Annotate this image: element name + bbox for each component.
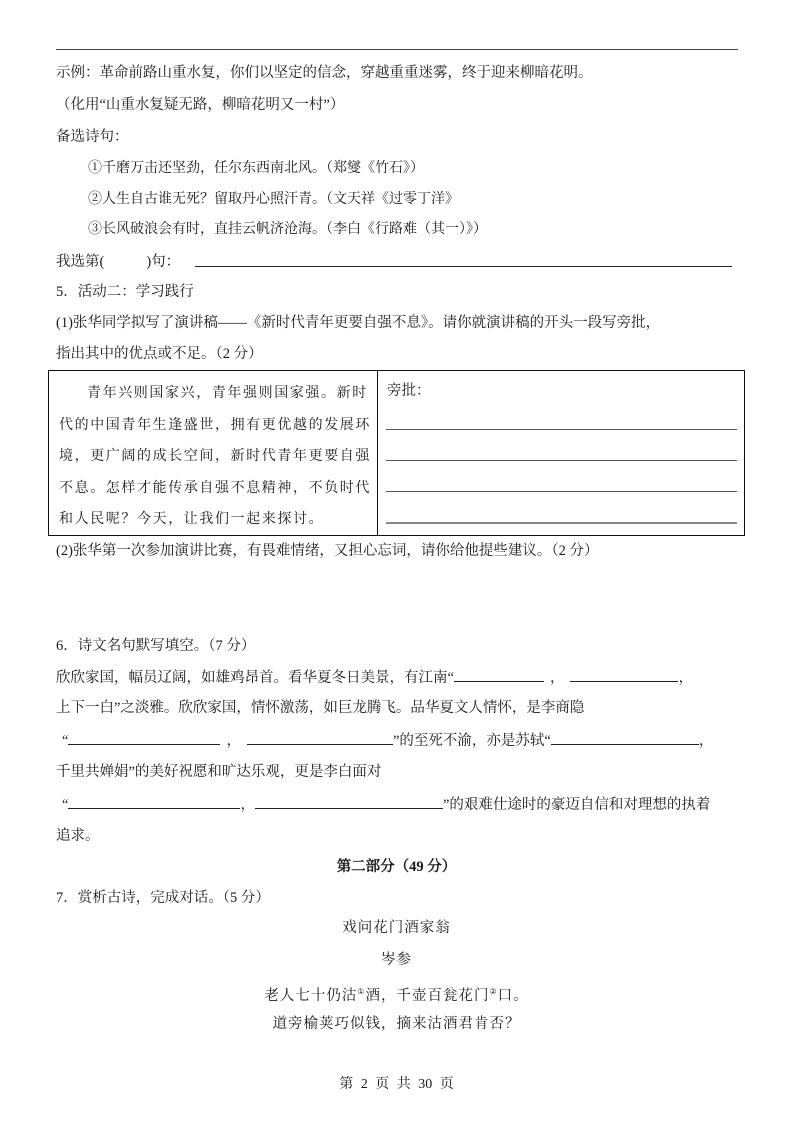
- header-rule: [56, 49, 738, 50]
- q6-comma: ，: [549, 670, 565, 686]
- annotation-answer-line[interactable]: [386, 429, 737, 430]
- q6-line-5: [56, 794, 710, 815]
- poem-option-2: ②人生自古谁无死？留取丹心照汗青。（文天祥《过零丁洋》: [88, 191, 459, 207]
- poem-option-3: ③长风破浪会有时，直挂云帆济沧海。（李白《行路难（其一）》）: [88, 221, 487, 237]
- fill-blank-4[interactable]: [247, 730, 393, 745]
- q5-part1-prompt-line1: (1)张华同学拟写了演讲稿——《新时代青年更要自强不息》。请你就演讲稿的开头一段写旁批，: [56, 315, 661, 331]
- fill-blank-3[interactable]: [68, 730, 220, 745]
- q6-open-quote: “: [62, 733, 69, 749]
- q6-text: ”的至死不渝，亦是苏轼“: [392, 733, 551, 749]
- poem-line-2: 道旁榆荚巧似钱，摘来沽酒君肯否？: [272, 1016, 521, 1032]
- q6-text: ”的艰难仕途时的豪迈自信和对理想的执着: [442, 797, 711, 813]
- choice-prefix: 我选第(: [56, 254, 105, 270]
- q7-title: 7．赏析古诗，完成对话。（5 分）: [56, 890, 270, 906]
- speech-line: 和人民呢？今天，让我们一起来探讨。: [59, 511, 325, 527]
- table-divider: [377, 371, 378, 535]
- example-note: （化用“山重水复疑无路，柳暗花明又一村”）: [56, 97, 345, 113]
- q6-title: 6．诗文名句默写填空。（7 分）: [56, 638, 256, 654]
- q6-open-quote: “: [62, 797, 69, 813]
- q6-line-6: 追求。: [56, 828, 100, 844]
- speech-excerpt: [59, 378, 371, 536]
- poem-title: 戏问花门酒家翁: [342, 920, 451, 936]
- q6-line-1: [56, 667, 693, 688]
- poem-text: 老人七十仍沽: [264, 987, 358, 1004]
- q6-text: 欣欣家国，幅员辽阔，如雄鸡昂首。看华夏冬日美景，有江南“: [56, 670, 454, 686]
- poem-text: 口。: [497, 987, 529, 1004]
- options-label: 备选诗句：: [56, 129, 129, 145]
- part2-heading: 第二部分（49 分）: [336, 859, 457, 875]
- annotation-answer-line[interactable]: [386, 460, 737, 461]
- fill-blank-7[interactable]: [255, 794, 443, 809]
- speech-line: 不息。怎样才能传承自强不息精神，不负时代: [59, 479, 371, 496]
- annotation-label: 旁批：: [387, 383, 431, 399]
- q6-line-4: 千里共婵娟”的美好祝愿和旷达乐观，更是李白面对: [56, 764, 382, 780]
- q6-line-3: [56, 730, 713, 751]
- page-number: 第 2 页 共 30 页: [339, 1077, 454, 1092]
- footnote-marker-1: ①: [357, 987, 366, 996]
- q6-line-2: 上下一白”之淡雅。欣欣家国，情怀激荡，如巨龙腾飞。品华夏文人情怀，是李商隐: [56, 700, 585, 716]
- q6-comma: ，: [240, 797, 255, 813]
- speech-line: 青年兴则国家兴，青年强则国家强。新时: [87, 385, 368, 401]
- fill-blank-6[interactable]: [68, 794, 240, 809]
- annotation-answer-line[interactable]: [386, 491, 737, 492]
- q5-title: 5．活动二：学习践行: [56, 284, 194, 300]
- fill-blank-5[interactable]: [551, 730, 699, 745]
- choice-line: [56, 252, 180, 272]
- fill-blank-2[interactable]: [570, 667, 678, 682]
- poem-line-1: [0, 982, 793, 1006]
- q6-comma: ，: [226, 733, 241, 749]
- speech-line: 境，更广阔的成长空间，新时代青年更要自强: [59, 448, 371, 464]
- q6-comma: ，: [698, 733, 714, 749]
- poem-option-1: ①千磨万击还坚劲，任尔东西南北风。（郑燮《竹石》）: [88, 160, 424, 176]
- speech-annotation-table: [48, 370, 745, 536]
- example-sentence: 示例：革命前路山重水复，你们以坚定的信念，穿越重重迷雾，终于迎来柳暗花明。: [56, 65, 593, 81]
- speech-line: 代的中国青年生逢盛世，拥有更优越的发展环: [59, 416, 371, 433]
- fill-blank-1[interactable]: [454, 667, 544, 682]
- choice-mid: )句：: [146, 254, 181, 270]
- annotation-answer-line[interactable]: [386, 522, 737, 524]
- q6-comma: ，: [678, 670, 693, 686]
- choice-answer-blank[interactable]: [195, 266, 732, 267]
- q5-part1-prompt-line2: 指出其中的优点或不足。（2 分）: [56, 346, 263, 362]
- poem-text: 酒，千壶百瓮花门: [365, 987, 490, 1004]
- q5-part2-prompt: (2)张华第一次参加演讲比赛，有畏难情绪，又担心忘词，请你给他提些建议。（2 分）: [56, 543, 599, 559]
- footnote-marker-2: ②: [489, 987, 498, 996]
- poem-author: 岑参: [381, 952, 412, 968]
- q5-part2-answer-area[interactable]: [56, 565, 738, 605]
